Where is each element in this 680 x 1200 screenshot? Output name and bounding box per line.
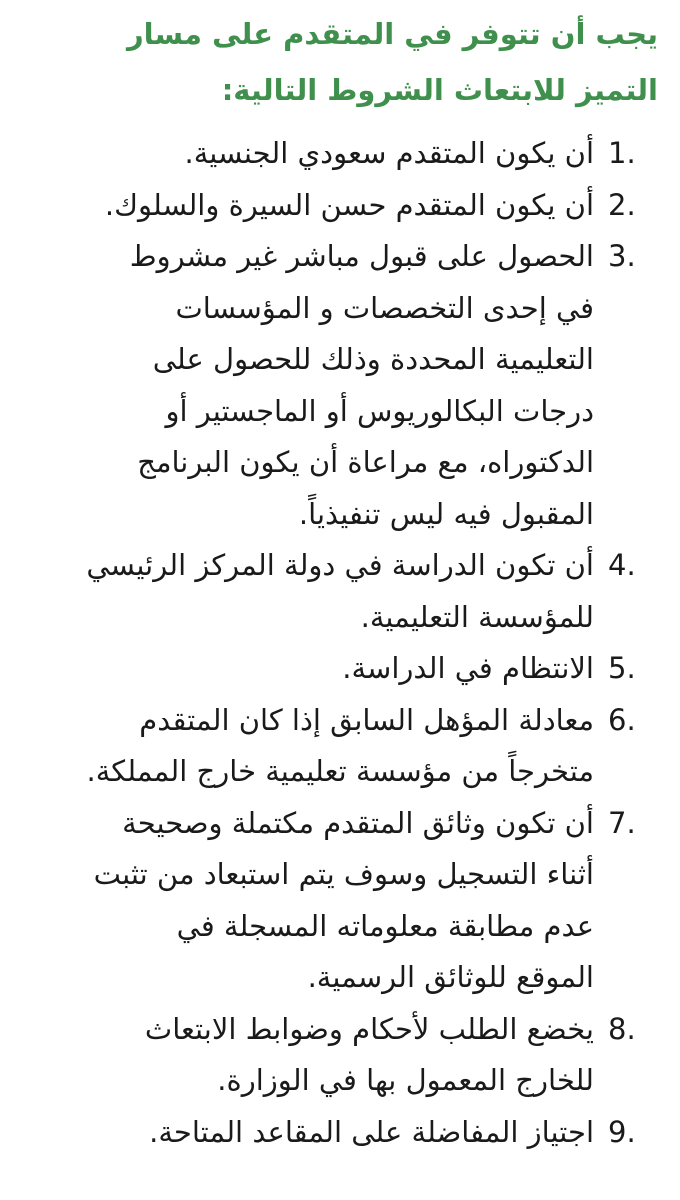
list-item-text: [14, 1107, 608, 1159]
list-item-line: أثناء التسجيل وسوف يتم استبعاد من تثبت: [93, 857, 594, 891]
list-item-line: المقبول فيه ليس تنفيذياً.: [298, 496, 594, 531]
list-item-line: الحصول على قبول مباشر غير مشروط: [129, 239, 594, 273]
list-item-line: معادلة المؤهل السابق إذا كان المتقدم: [139, 702, 594, 737]
list-item: [14, 231, 658, 540]
list-item-text: [14, 180, 608, 232]
list-item-number: 5.: [608, 651, 636, 685]
list-item: [14, 798, 658, 1004]
list-item-number: 9.: [608, 1114, 636, 1149]
page-heading: [14, 6, 658, 118]
list-item-line: في إحدى التخصصات و المؤسسات: [175, 290, 594, 325]
list-item-line: الدكتوراه، مع مراعاة أن يكون البرنامج: [137, 445, 594, 479]
list-item-text: [14, 798, 608, 1004]
list-item-line: أن يكون المتقدم سعودي الجنسية.: [184, 136, 594, 170]
list-item-text: [14, 128, 608, 180]
list-item-number: 8.: [608, 1011, 636, 1046]
heading-line-1: يجب أن تتوفر في المتقدم على مسار: [126, 17, 658, 51]
list-item: [14, 180, 658, 232]
list-item-line: الانتظام في الدراسة.: [342, 651, 594, 685]
list-item-text: [14, 1004, 608, 1107]
list-item-line: للخارج المعمول بها في الوزارة.: [217, 1063, 594, 1097]
list-item-line: أن تكون الدراسة في دولة المركز الرئيسي: [86, 548, 594, 582]
list-item-text: [14, 695, 608, 798]
list-item: [14, 1107, 658, 1159]
list-item-line: يخضع الطلب لأحكام وضوابط الابتعاث: [144, 1011, 594, 1046]
list-item-line: عدم مطابقة معلوماته المسجلة في: [176, 908, 594, 943]
list-item-text: [14, 643, 608, 695]
list-item: [14, 1004, 658, 1107]
list-item-number: 4.: [608, 548, 636, 582]
list-item-number: 3.: [608, 239, 636, 273]
list-item-line: اجتياز المفاضلة على المقاعد المتاحة.: [149, 1114, 594, 1149]
list-item-text: [14, 540, 608, 643]
list-item-line: أن تكون وثائق المتقدم مكتملة وصحيحة: [122, 805, 594, 840]
list-item: [14, 695, 658, 798]
list-item-line: الموقع للوثائق الرسمية.: [307, 960, 594, 994]
list-item-line: للمؤسسة التعليمية.: [360, 599, 594, 634]
list-item-number: 6.: [608, 702, 636, 737]
list-item: [14, 540, 658, 643]
heading-line-2: التميز للابتعاث الشروط التالية:: [221, 73, 658, 107]
list-item-line: أن يكون المتقدم حسن السيرة والسلوك.: [104, 187, 594, 222]
list-item-number: 1.: [608, 136, 636, 170]
list-item: [14, 128, 658, 180]
list-item: [14, 643, 658, 695]
list-item-line: درجات البكالوريوس أو الماجستير أو: [165, 393, 594, 428]
list-item-text: [14, 231, 608, 540]
requirements-list: [14, 128, 658, 1158]
list-item-number: 2.: [608, 187, 636, 222]
list-item-number: 7.: [608, 805, 636, 840]
list-item-line: متخرجاً من مؤسسة تعليمية خارج المملكة.: [86, 754, 594, 788]
list-item-line: التعليمية المحددة وذلك للحصول على: [152, 342, 594, 376]
